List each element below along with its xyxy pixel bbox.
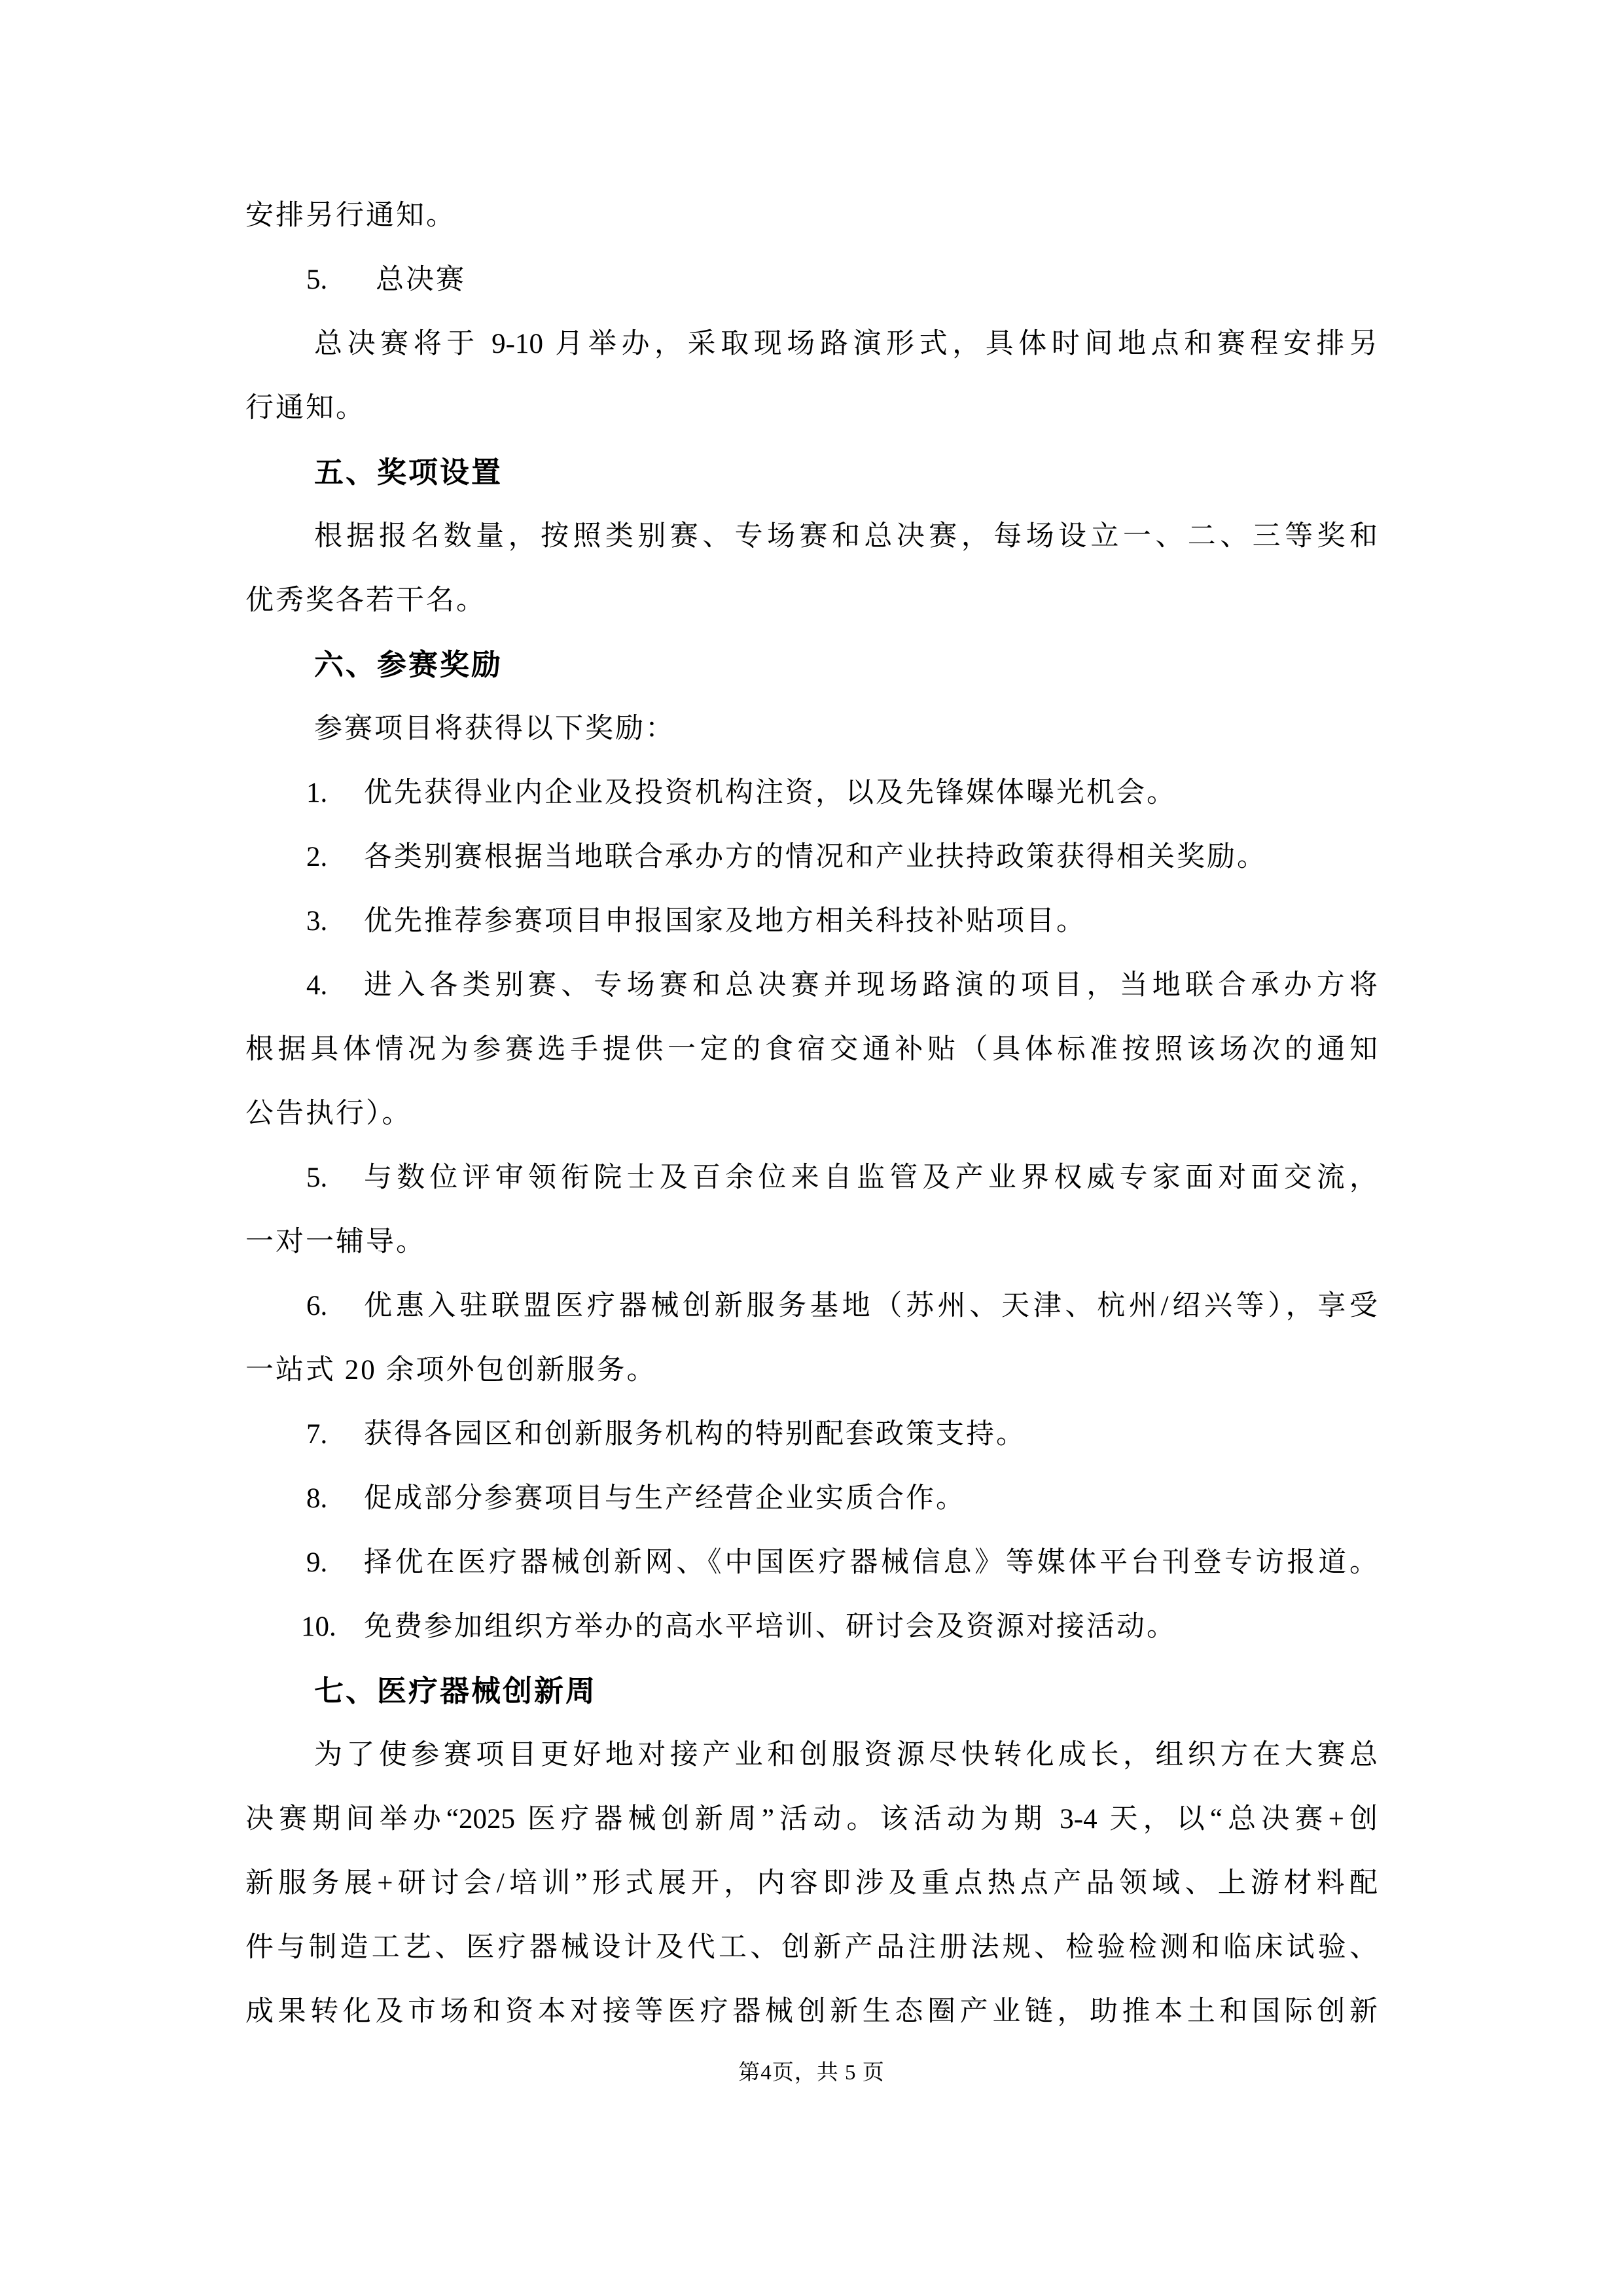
text-line-content: 公告执行）。 bbox=[245, 1098, 412, 1129]
list-number: 4. bbox=[306, 970, 328, 1001]
list-number: 10. bbox=[301, 1611, 336, 1642]
text-line bbox=[245, 1338, 1378, 1403]
list-item-text: 各类别赛根据当地联合承办方的情况和产业扶持政策获得相关奖励。 bbox=[364, 842, 1267, 872]
paragraph-text: 新服务展+研讨会/培训”形式展开，内容即涉及重点热点产品领域、上游材料配 bbox=[245, 1868, 1378, 1899]
paragraph-text: 成果转化及市场和资本对接等医疗器械创新生态圈产业链，助推本土和国际创新 bbox=[245, 1996, 1378, 2027]
list-item-line bbox=[245, 1531, 1378, 1595]
text-line-content: 优秀奖各若干名。 bbox=[245, 585, 486, 616]
text-line-content: 一对一辅导。 bbox=[245, 1227, 426, 1257]
heading-text: 五、奖项设置 bbox=[314, 456, 503, 489]
text-line bbox=[245, 1082, 1378, 1146]
list-number: 2. bbox=[306, 842, 328, 872]
list-item-text: 进入各类别赛、专场赛和总决赛并现场路演的项目，当地联合承办方将 bbox=[364, 970, 1378, 1001]
paragraph-line bbox=[245, 1852, 1378, 1916]
text-line-content: 一站式 20 余项外包创新服务。 bbox=[245, 1355, 657, 1386]
paragraph-text: 为了使参赛项目更好地对接产业和创服资源尽快转化成长，组织方在大赛总 bbox=[314, 1740, 1378, 1770]
list-item-text: 免费参加组织方举办的高水平培训、研讨会及资源对接活动。 bbox=[364, 1611, 1177, 1642]
section-heading-innovation-week bbox=[245, 1659, 1378, 1723]
paragraph-line bbox=[245, 1787, 1378, 1852]
text-line bbox=[245, 569, 1378, 633]
paragraph-text: 根据报名数量，按照类别赛、专场赛和总决赛，每场设立一、二、三等奖和 bbox=[314, 521, 1378, 552]
text-line-content: 行通知。 bbox=[245, 393, 366, 423]
list-item-text: 促成部分参赛项目与生产经营企业实质合作。 bbox=[364, 1483, 966, 1514]
text-line bbox=[245, 1210, 1378, 1274]
list-number: 7. bbox=[306, 1419, 328, 1450]
list-item-text: 优先获得业内企业及投资机构注资，以及先锋媒体曝光机会。 bbox=[364, 778, 1177, 808]
list-item-line bbox=[245, 1595, 1378, 1659]
list-number: 8. bbox=[306, 1483, 328, 1514]
list-item-line bbox=[245, 889, 1378, 954]
list-item-text: 择优在医疗器械创新网、《中国医疗器械信息》等媒体平台刊登专访报道。 bbox=[364, 1547, 1378, 1578]
document-body bbox=[245, 184, 1378, 2044]
heading-text: 六、参赛奖励 bbox=[314, 648, 503, 681]
text-line bbox=[245, 376, 1378, 440]
list-item-line bbox=[245, 1146, 1378, 1210]
paragraph-text: 件与制造工艺、医疗器械设计及代工、创新产品注册法规、检验检测和临床试验、 bbox=[245, 1932, 1378, 1963]
list-number: 5. bbox=[306, 264, 328, 295]
list-item-line bbox=[245, 1274, 1378, 1338]
paragraph-line bbox=[245, 697, 1378, 761]
paragraph-text: 参赛项目将获得以下奖励： bbox=[314, 713, 675, 744]
list-item-line bbox=[245, 1403, 1378, 1467]
list-item-line bbox=[245, 825, 1378, 889]
list-item-text: 总决赛 bbox=[376, 264, 466, 295]
list-item-line bbox=[245, 761, 1378, 825]
list-number: 1. bbox=[306, 778, 328, 808]
page-number-text: 第4页，共 5 页 bbox=[738, 2061, 885, 2085]
page-footer bbox=[0, 2058, 1623, 2088]
section-heading-awards-setup bbox=[245, 440, 1378, 505]
paragraph-line bbox=[245, 312, 1378, 376]
paragraph-line bbox=[245, 1916, 1378, 1980]
section-heading-participation-rewards bbox=[245, 633, 1378, 697]
list-number: 3. bbox=[306, 906, 328, 937]
text-line-content: 安排另行通知。 bbox=[245, 200, 456, 231]
paragraph-text: 决赛期间举办“2025 医疗器械创新周”活动。该活动为期 3-4 天，以“总决赛+创 bbox=[245, 1804, 1378, 1835]
paragraph-text: 总决赛将于 9-10 月举办，采取现场路演形式，具体时间地点和赛程安排另 bbox=[314, 329, 1378, 359]
list-item-line bbox=[245, 248, 1378, 312]
paragraph-line bbox=[245, 1723, 1378, 1787]
list-number: 5. bbox=[306, 1162, 328, 1193]
list-item-line bbox=[245, 954, 1378, 1018]
list-item-text: 与数位评审领衔院士及百余位来自监管及产业界权威专家面对面交流， bbox=[364, 1162, 1378, 1193]
paragraph-line bbox=[245, 1980, 1378, 2044]
list-number: 9. bbox=[306, 1547, 328, 1578]
list-item-text: 优先推荐参赛项目申报国家及地方相关科技补贴项目。 bbox=[364, 906, 1086, 937]
text-line bbox=[245, 184, 1378, 248]
list-item-line bbox=[245, 1467, 1378, 1531]
list-number: 6. bbox=[306, 1291, 328, 1321]
paragraph-line bbox=[245, 1018, 1378, 1082]
list-item-text: 优惠入驻联盟医疗器械创新服务基地（苏州、天津、杭州/绍兴等），享受 bbox=[364, 1291, 1378, 1321]
heading-text: 七、医疗器械创新周 bbox=[314, 1674, 597, 1708]
paragraph-text: 根据具体情况为参赛选手提供一定的食宿交通补贴（具体标准按照该场次的通知 bbox=[245, 1034, 1378, 1065]
list-item-text: 获得各园区和创新服务机构的特别配套政策支持。 bbox=[364, 1419, 1026, 1450]
paragraph-line bbox=[245, 505, 1378, 569]
